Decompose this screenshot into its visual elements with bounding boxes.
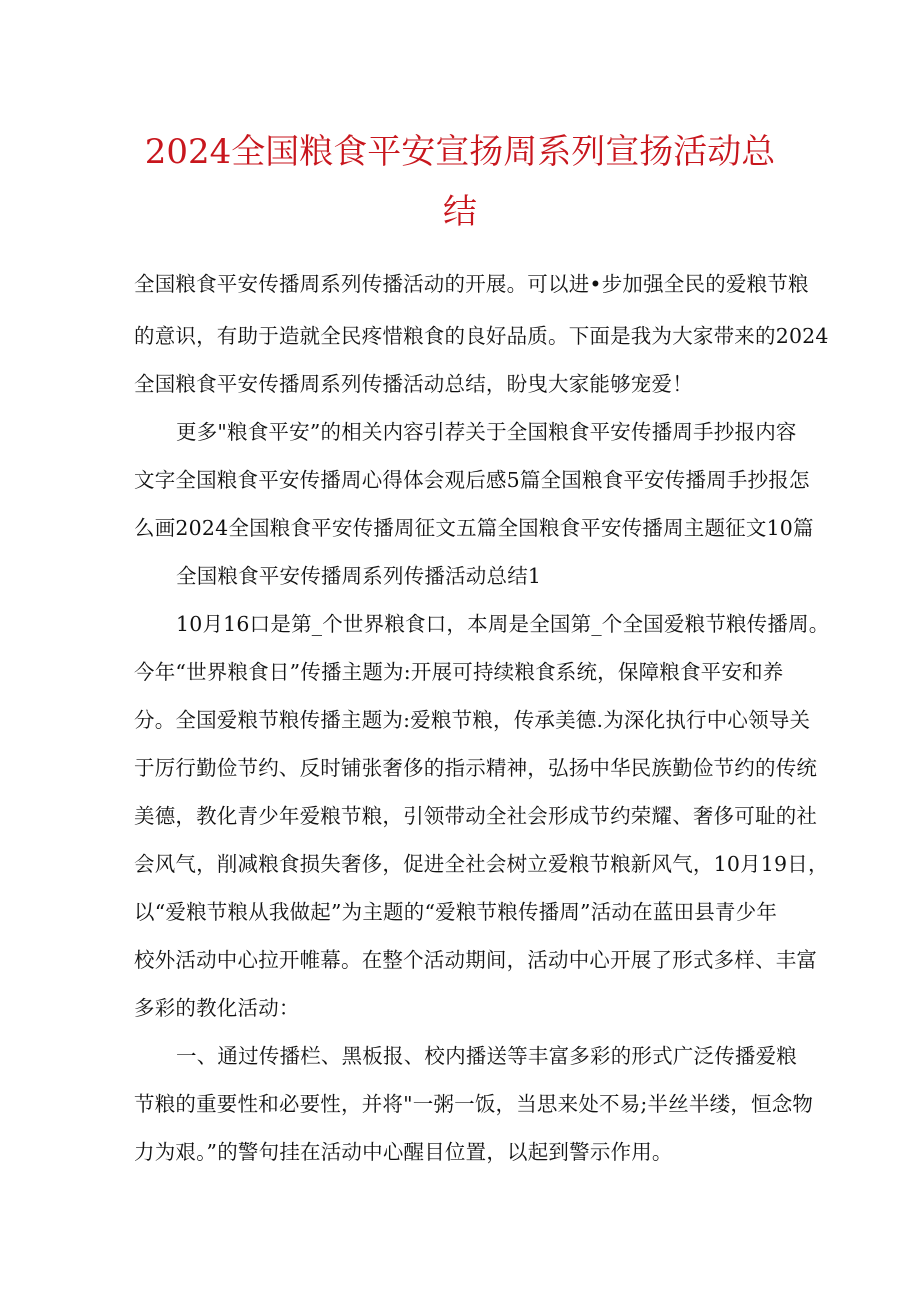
body-line: 力为艰。”的警句挂在活动中心醒目位置，以起到警示作用。 (134, 1140, 673, 1164)
title-line-2: 结 (443, 192, 477, 232)
body-line: 一、通过传播栏、黑板报、校内播送等丰富多彩的形式广泛传播爱粮 (176, 1044, 797, 1068)
body-line: 全国粮食平安传播周系列传播活动总结，盼曳大家能够宠爱！ (134, 372, 693, 396)
title-line-1: 2024全国粮食平安宣扬周系列宣扬活动总 (144, 132, 776, 172)
body-line: 全国粮食平安传播周系列传播活动的开展。可以进•步加强全民的爱粮节粮 (134, 272, 809, 296)
document-title (120, 122, 800, 242)
body-line: 10月16口是第_个世界粮食口，本周是全国第_个全国爱粮节粮传播周。 (176, 612, 830, 636)
body-line: 节粮的重要性和必要性，并将"一粥一饭，当思来处不易;半丝半缕，恒念物 (134, 1092, 814, 1116)
body-line: 分。全国爱粮节粮传播主题为:爱粮节粮，传承美德.为深化执行中心领导关 (134, 708, 811, 732)
body-line: 今年“世界粮食日”传播主题为:开展可持续粮食系统，保障粮食平安和养 (134, 660, 784, 684)
body-line: 校外活动中心拉开帷幕。在整个活动期间，活动中心开展了形式多样、丰富 (134, 948, 818, 972)
body-line: 以“爱粮节粮从我做起”为主题的“爱粮节粮传播周”活动在蓝田县青少年 (134, 900, 778, 924)
body-line: 的意识，有助于造就全民疼惜粮食的良好品质。下面是我为大家带来的2024 (134, 324, 829, 348)
body-line: 么画2024全国粮食平安传播周征文五篇全国粮食平安传播周主题征文10篇 (134, 516, 814, 540)
body-line: 美德，教化青少年爱粮节粮，引领带动全社会形成节约荣耀、奢侈可耻的社 (134, 804, 818, 828)
body-line: 多彩的教化活动： (134, 996, 300, 1020)
section-heading: 全国粮食平安传播周系列传播活动总结1 (176, 564, 542, 588)
body-line: 更多"粮食平安”的相关内容引荐关于全国粮食平安传播周手抄报内容 (176, 420, 797, 444)
body-line: 于厉行勤俭节约、反时铺张奢侈的指示精神，弘扬中华民族勤俭节约的传统 (134, 756, 818, 780)
body-line: 文字全国粮食平安传播周心得体会观后感5篇全国粮食平安传播周手抄报怎 (134, 468, 810, 492)
body-line: 会风气，削减粮食损失奢侈，促进全社会树立爱粮节粮新风气，10月19日， (134, 852, 829, 876)
